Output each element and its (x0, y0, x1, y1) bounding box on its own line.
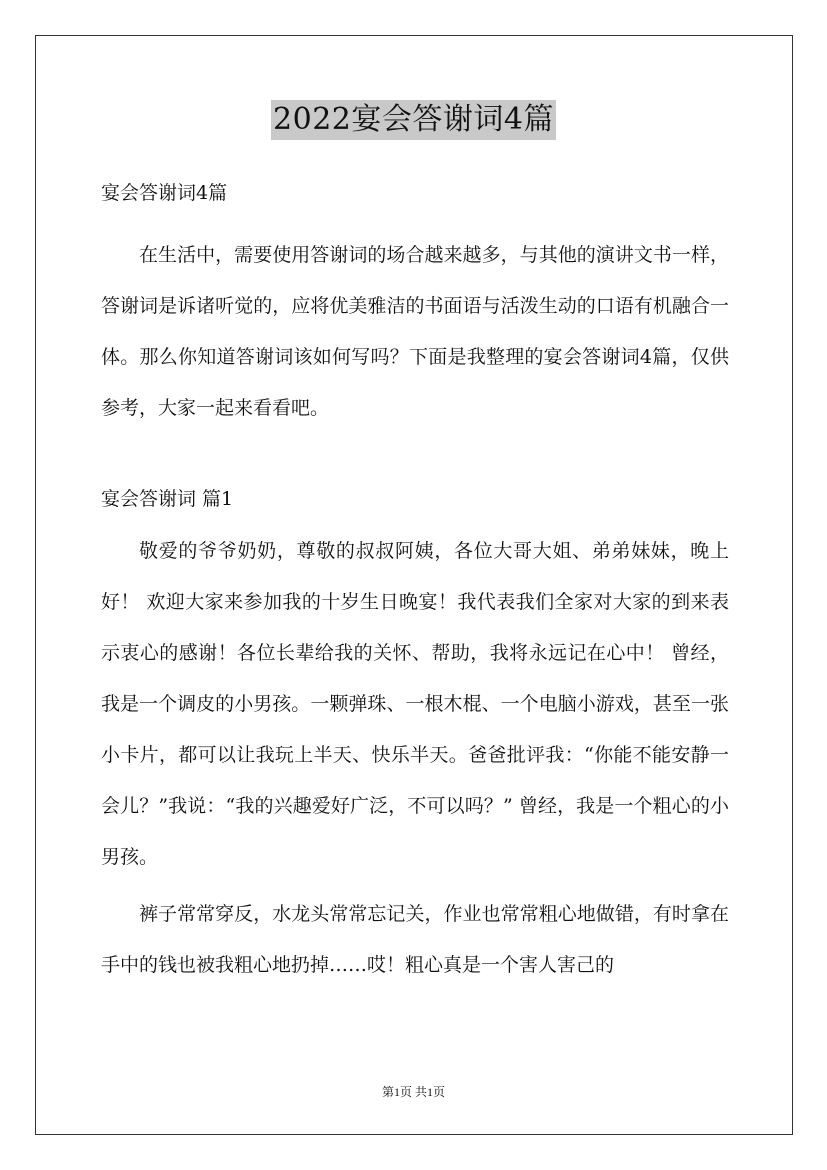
title-container (0, 100, 827, 140)
document-body (101, 176, 729, 991)
page-number-footer: 第1页 共1页 (381, 1085, 445, 1099)
document-title: 2022宴会答谢词4篇 (271, 100, 556, 140)
section-heading: 宴会答谢词 篇1 (101, 488, 234, 510)
section-paragraph: 裤子常常穿反，水龙头常常忘记关，作业也常常粗心地做错，有时拿在手中的钱也被我粗心地扔掉……哎！粗心真是一个害人害己的 (101, 903, 729, 976)
intro-paragraph: 在生活中，需要使用答谢词的场合越来越多，与其他的演讲文书一样，答谢词是诉诸听觉的，应将优美雅洁的书面语与活泼生动的口语有机融合一体。那么你知道答谢词该如何写吗？下面是我整理的宴会答谢词4篇，仅供参考，大家一起来看看吧。 (101, 244, 729, 419)
section-paragraph: 敬爱的爷爷奶奶，尊敬的叔叔阿姨，各位大哥大姐、弟弟妹妹，晚上好！ 欢迎大家来参加我的十岁生日晚宴！我代表我们全家对大家的到来表示衷心的感谢！各位长辈给我的关怀、帮助，我将永远记在心中！ 曾经，我是一个调皮的小男孩。一颗弹珠、一根木棍、一个电脑小游戏，甚至一张小卡片，都可以让我玩上半天、快乐半天。爸爸批评我：“你能不能安静一会儿？”我说：“我的兴趣爱好广泛，不可以吗？” 曾经，我是一个粗心的小男孩。 (101, 540, 729, 868)
document-subtitle: 宴会答谢词4篇 (101, 182, 228, 204)
